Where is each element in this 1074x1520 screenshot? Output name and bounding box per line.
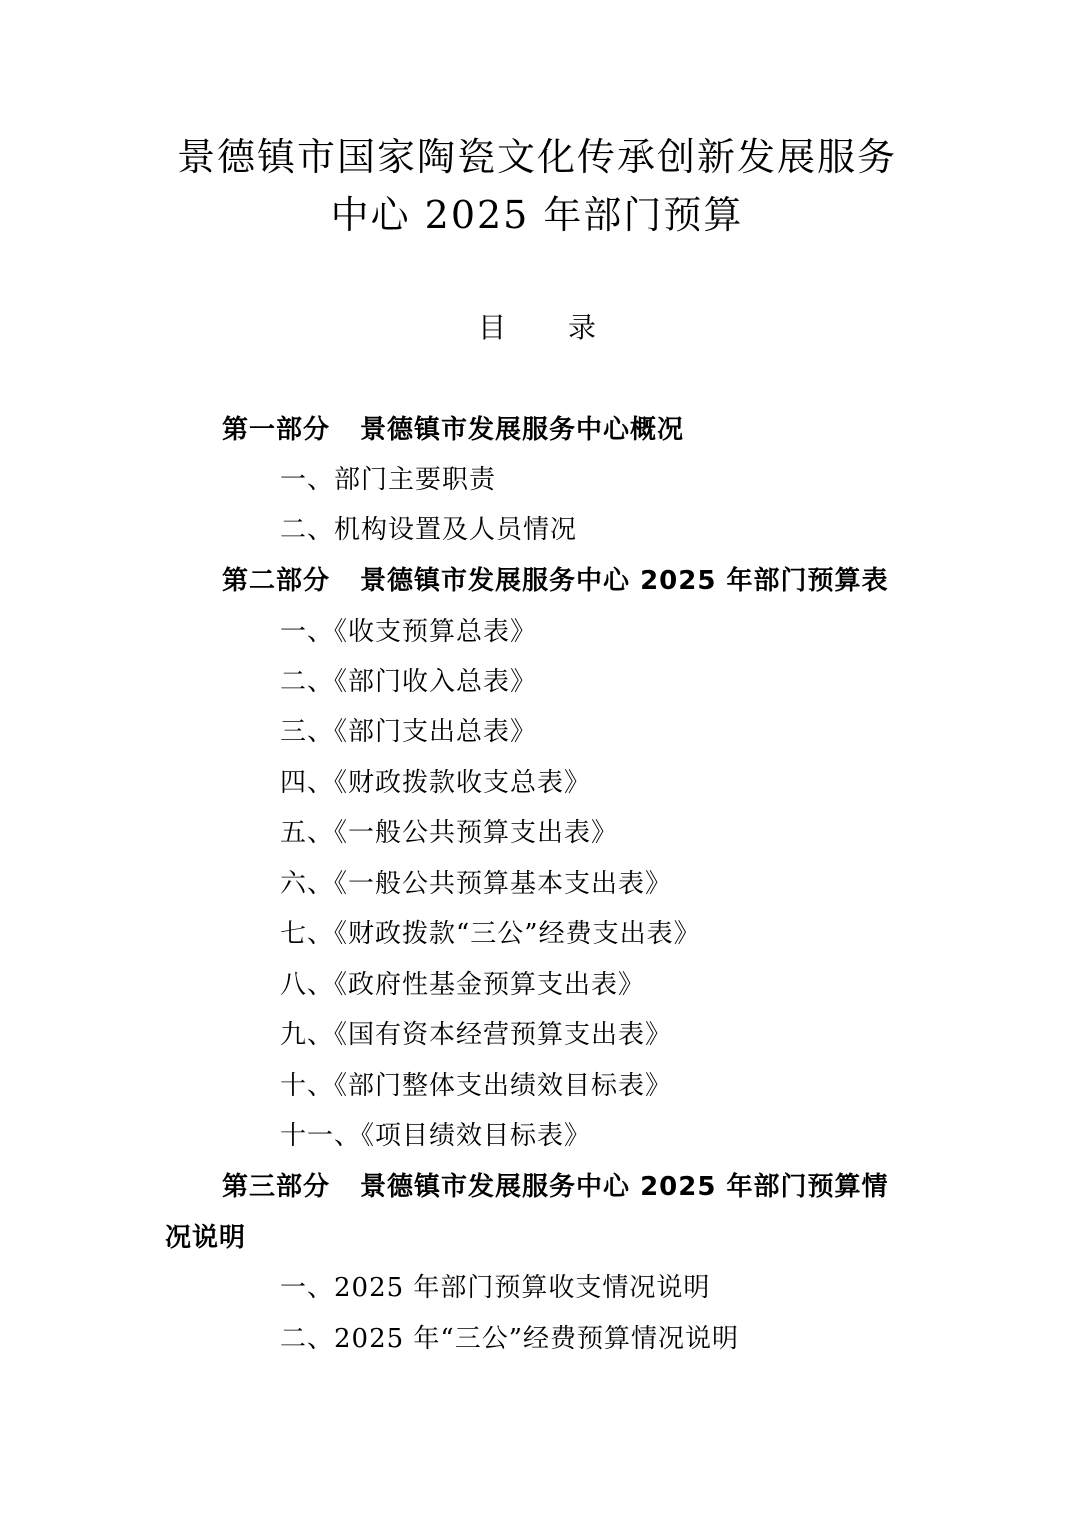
toc-part-2-text: 景德镇市发展服务中心 2025 年部门预算表 (360, 566, 889, 596)
toc-item: 一、部门主要职责 (280, 465, 497, 495)
toc-part-1 (222, 410, 684, 450)
toc-part-3-label: 第三部分 (222, 1172, 331, 1202)
toc-part-2 (222, 561, 888, 601)
toc-item: 二、2025 年“三公”经费预算情况说明 (280, 1324, 740, 1354)
toc-item: 六、《一般公共预算基本支出表》 (280, 869, 673, 899)
toc-item: 一、《收支预算总表》 (280, 617, 538, 647)
toc-item: 五、《一般公共预算支出表》 (280, 818, 619, 848)
toc-item: 三、《部门支出总表》 (280, 717, 538, 747)
toc-item: 十一、《项目绩效目标表》 (280, 1121, 592, 1151)
toc-item: 二、《部门收入总表》 (280, 667, 538, 697)
toc-item: 十、《部门整体支出绩效目标表》 (280, 1071, 673, 1101)
toc-item: 二、机构设置及人员情况 (280, 515, 578, 545)
toc-part-1-text: 景德镇市发展服务中心概况 (360, 415, 685, 445)
document-title-line-2: 中心 2025 年部门预算 (330, 193, 744, 237)
document-title-line-1: 景德镇市国家陶瓷文化传承创新发展服务 (176, 135, 897, 179)
toc-heading-char-1: 目 (477, 311, 506, 344)
toc-part-1-label: 第一部分 (222, 415, 331, 445)
toc-item: 七、《财政拨款“三公”经费支出表》 (280, 919, 701, 949)
toc-part-2-label: 第二部分 (222, 566, 331, 596)
toc-heading (0, 306, 1074, 350)
toc-part-3-text: 景德镇市发展服务中心 2025 年部门预算情 (360, 1172, 889, 1202)
toc-part-3-text-wrap: 况说明 (165, 1223, 247, 1253)
toc-item: 八、《政府性基金预算支出表》 (280, 970, 646, 1000)
toc-part-3 (222, 1167, 888, 1207)
toc-item: 一、2025 年部门预算收支情况说明 (280, 1273, 711, 1303)
toc-heading-char-2: 录 (568, 311, 597, 344)
toc-item: 九、《国有资本经营预算支出表》 (280, 1020, 673, 1050)
toc-item: 四、《财政拨款收支总表》 (280, 768, 592, 798)
